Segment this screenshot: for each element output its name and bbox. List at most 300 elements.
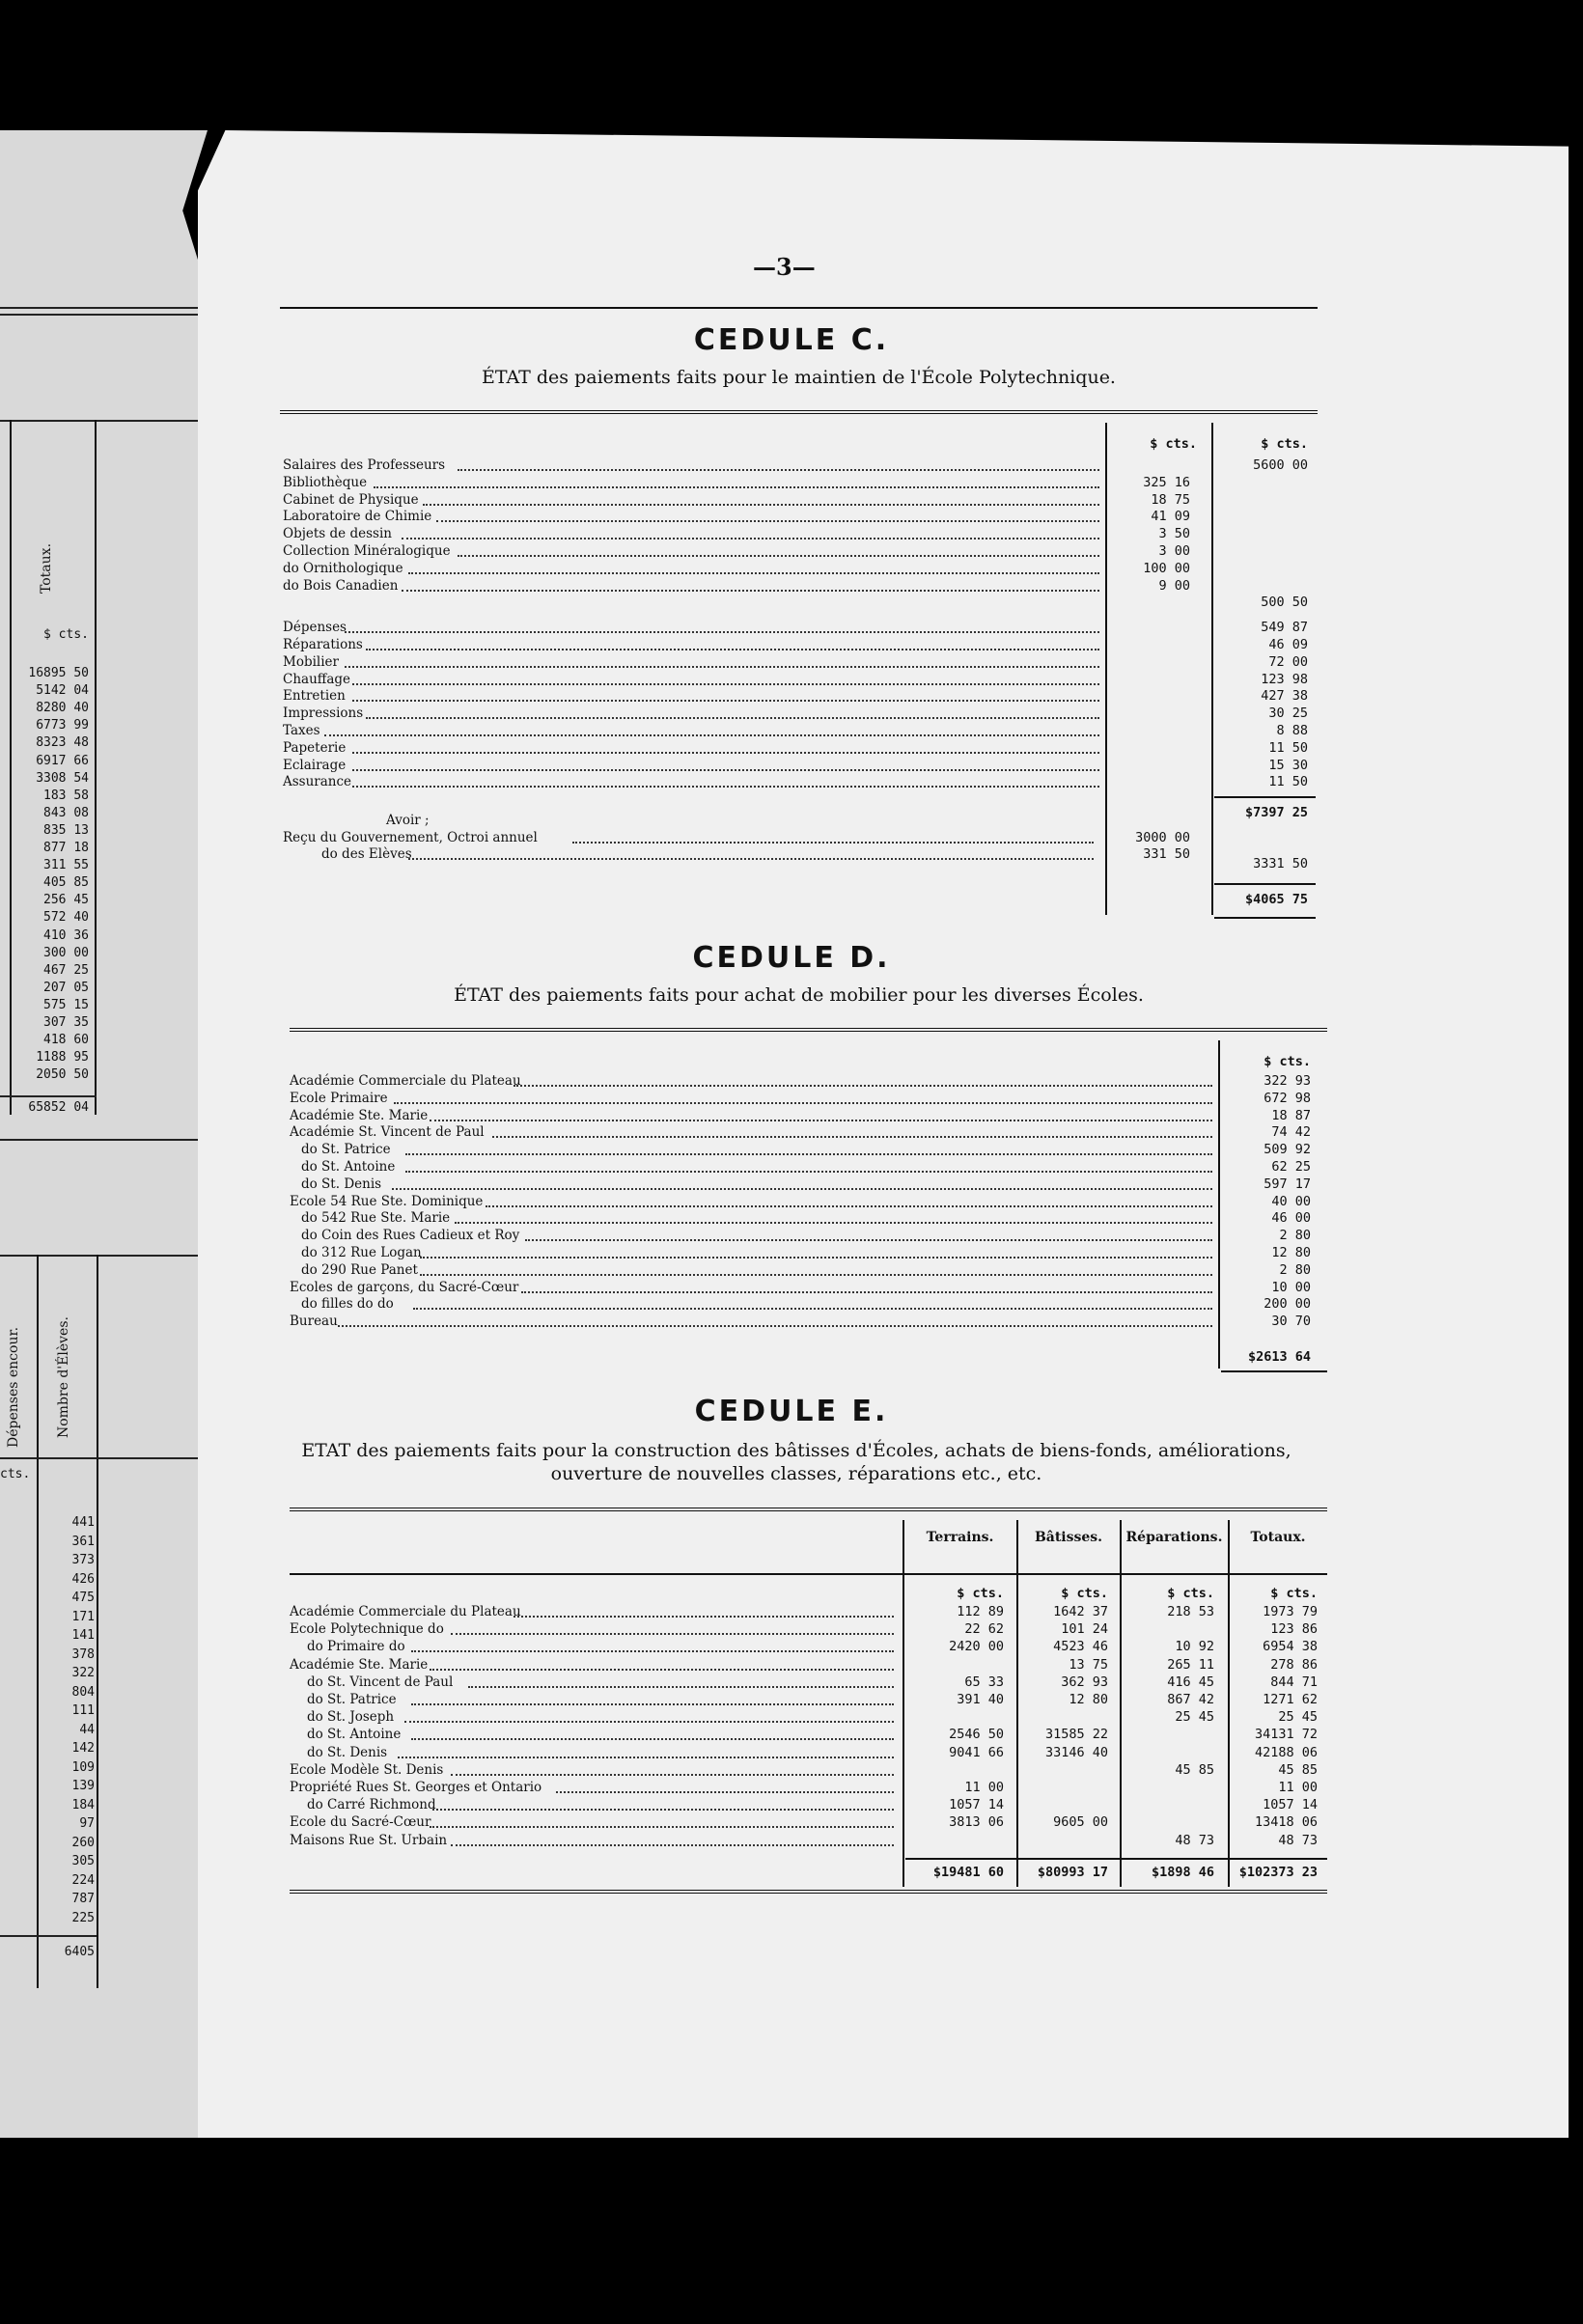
left-amount: 311 55 [43, 858, 89, 873]
amount-b: 13 75 [1069, 1656, 1108, 1673]
cedule-c-row [283, 654, 1316, 671]
cedule-e-row [290, 1762, 1327, 1779]
amount-b: 46 09 [1268, 637, 1308, 652]
row-label: Cabinet de Physique [283, 491, 419, 508]
row-label: do Carré Richmond [307, 1797, 436, 1813]
amount-r: 45 85 [1175, 1761, 1214, 1778]
leader-dots [492, 1124, 1212, 1138]
amount-a: 3 50 [1158, 526, 1190, 542]
cedule-d-row [290, 1159, 1327, 1176]
cedule-c-title: CEDULE C. [693, 323, 890, 357]
leader-dots [432, 1797, 894, 1811]
amount-t: 112 89 [957, 1604, 1004, 1619]
left-amount: 5142 04 [36, 683, 89, 699]
amount-tot: 45 85 [1278, 1761, 1318, 1778]
cedule-e-subtitle-line2: ouverture de nouvelles classes, réparations etc., etc. [550, 1463, 1042, 1484]
cedule-d-row [290, 1176, 1327, 1193]
row-label: do Bois Canadien [283, 577, 399, 594]
subtotal-rule [1214, 796, 1316, 798]
left-page-rule [0, 1457, 203, 1459]
amount-t: 2546 50 [949, 1727, 1004, 1743]
cedule-e-row [290, 1692, 1327, 1708]
cedule-c-row [283, 492, 1316, 509]
amount-a: 325 16 [1143, 474, 1190, 490]
cedule-c-row [283, 672, 1316, 688]
cedule-c-avoir-row [283, 830, 1316, 846]
row-label: do St. Patrice [301, 1142, 391, 1158]
amount: 62 25 [1271, 1159, 1311, 1175]
amount-a: 9 00 [1158, 577, 1190, 594]
left-amount: 3308 54 [36, 770, 89, 786]
cedule-c-row [283, 526, 1316, 542]
cedule-e-head-batisses: Bâtisses. [1034, 1530, 1103, 1545]
left-amount: 207 05 [43, 980, 89, 995]
leader-dots [402, 578, 1099, 592]
cedule-e-head-rule [290, 1573, 1327, 1575]
amount-tot: 11 00 [1278, 1780, 1318, 1795]
leader-dots [451, 1833, 894, 1846]
left-page-column-line [97, 1255, 98, 1988]
row-label: do 312 Rue Logan [301, 1245, 422, 1260]
left-count: 426 [71, 1571, 95, 1587]
row-label: Ecole 54 Rue Ste. Dominique [290, 1193, 484, 1209]
row-label: Salaires des Professeurs [283, 457, 446, 473]
amount: 74 42 [1271, 1124, 1311, 1141]
cedule-e-row [290, 1797, 1327, 1813]
leader-dots [352, 688, 1099, 702]
cedule-e-row [290, 1780, 1327, 1796]
amount-b: 8 88 [1276, 723, 1308, 738]
row-label: do filles do do [301, 1296, 394, 1313]
cedule-c-row [283, 740, 1316, 757]
left-amount: 8280 40 [36, 701, 89, 716]
leader-dots [420, 1262, 1212, 1276]
leader-dots [394, 1091, 1212, 1104]
left-amount: 877 18 [43, 841, 89, 855]
leader-dots [430, 1108, 1212, 1121]
cedule-c-row [283, 706, 1316, 722]
cedule-c-row [283, 758, 1316, 774]
cedule-d-title: CEDULE D. [692, 941, 891, 975]
amount: 2 80 [1279, 1261, 1311, 1278]
left-page-rule [0, 307, 203, 309]
amount-tot: 1057 14 [1263, 1797, 1318, 1813]
leader-dots [411, 1727, 894, 1740]
cedule-d-row [290, 1245, 1327, 1261]
cedule-d-row [290, 1124, 1327, 1141]
cedule-d-row [290, 1142, 1327, 1158]
amount-tot: 25 45 [1278, 1709, 1318, 1726]
amount-tot: 13418 06 [1254, 1814, 1318, 1831]
row-label: do St. Denis [307, 1744, 388, 1760]
cedule-c-row [283, 509, 1316, 525]
left-amount: 467 25 [43, 962, 89, 978]
cedule-e-row [290, 1833, 1327, 1849]
left-amount: 6773 99 [36, 718, 89, 733]
left-heading-depenses: Dépenses encour. [6, 1326, 21, 1448]
leader-dots [556, 1780, 894, 1793]
amount: 30 70 [1271, 1314, 1311, 1330]
cedule-d-row [290, 1073, 1327, 1090]
leader-dots [366, 706, 1099, 719]
leader-dots [345, 654, 1099, 668]
left-amount: 843 08 [43, 805, 89, 820]
cedule-d-row [290, 1262, 1327, 1279]
cedule-e-bottom-rule [290, 1890, 1327, 1894]
amount-r: 867 42 [1167, 1692, 1214, 1707]
cedule-e-unit-totaux: $ cts. [1270, 1586, 1318, 1601]
leader-dots [451, 1762, 894, 1776]
row-label: Ecoles de garçons, du Sacré-Cœur [290, 1279, 519, 1295]
amount-t: 391 40 [957, 1692, 1004, 1707]
left-page-rule [0, 1095, 97, 1097]
amount: 40 00 [1271, 1193, 1311, 1209]
amount-t: 9041 66 [949, 1744, 1004, 1760]
amount-r: 416 45 [1167, 1674, 1214, 1690]
left-count: 373 [71, 1553, 95, 1567]
amount-tot: 123 86 [1270, 1621, 1318, 1638]
row-label: do St. Antoine [307, 1727, 402, 1743]
leader-dots [458, 457, 1099, 471]
cedule-c-avoir-row [283, 846, 1316, 872]
row-label: do St. Vincent de Paul [307, 1674, 454, 1690]
row-label: do St. Denis [301, 1176, 382, 1192]
leader-dots [411, 1692, 894, 1705]
row-label: Académie Commerciale du Plateau [290, 1073, 521, 1089]
amount-tot: 34131 72 [1254, 1727, 1318, 1743]
cedule-c-row [283, 723, 1316, 739]
left-count: 260 [71, 1835, 95, 1850]
cedule-e-unit-batisses: $ cts. [1061, 1586, 1108, 1601]
cedule-e-unit-reparations: $ cts. [1167, 1586, 1214, 1601]
row-label: Assurance [283, 774, 352, 790]
left-count: 111 [71, 1703, 95, 1718]
row-label: do Ornithologique [283, 560, 403, 576]
amount-b: 549 87 [1261, 620, 1308, 636]
leader-dots [402, 526, 1099, 540]
left-page-rule [0, 314, 203, 316]
leader-dots [468, 1674, 894, 1688]
cedule-c-row [283, 637, 1316, 653]
row-label: do des Elèves [321, 846, 412, 862]
left-count: 322 [71, 1666, 95, 1680]
left-count: 787 [71, 1892, 95, 1906]
leader-dots [392, 1176, 1212, 1190]
cedule-c-col1-head: $ cts. [1150, 436, 1197, 452]
leader-dots [430, 1657, 894, 1671]
amount-b: 1642 37 [1053, 1604, 1108, 1619]
left-count: 224 [71, 1872, 95, 1888]
leader-dots [408, 846, 1094, 860]
left-count: 139 [71, 1779, 95, 1793]
left-amount: 1188 95 [36, 1050, 89, 1065]
row-label: Reçu du Gouvernement, Octroi annuel [283, 830, 538, 845]
left-count: 441 [71, 1515, 95, 1530]
cedule-d-subtitle: ÉTAT des paiements faits pour achat de mobilier pour les diverses Écoles. [454, 984, 1144, 1006]
cedule-d-row [290, 1280, 1327, 1296]
amount-b: 12 80 [1069, 1692, 1108, 1707]
row-label: Académie Commerciale du Plateau [290, 1604, 521, 1619]
cedule-e-unit-terrains: $ cts. [957, 1586, 1004, 1601]
leader-dots [451, 1621, 894, 1635]
cedule-e-head-terrains: Terrains. [926, 1530, 994, 1545]
amount: 672 98 [1264, 1090, 1311, 1106]
leader-dots [352, 740, 1099, 754]
row-label: do Primaire do [307, 1639, 405, 1655]
cedule-e-top-rule [290, 1508, 1327, 1511]
left-count: 142 [71, 1741, 95, 1756]
left-count: 225 [71, 1910, 95, 1925]
row-label: do St. Antoine [301, 1159, 396, 1175]
row-label: Eclairage [283, 757, 347, 773]
leader-dots [405, 1142, 1212, 1155]
cedule-e-row [290, 1621, 1327, 1638]
leader-dots [366, 637, 1099, 650]
cedule-e-row [290, 1814, 1327, 1831]
amount-b: 362 93 [1061, 1674, 1108, 1690]
balance-underline [1214, 917, 1316, 919]
left-amount: 307 35 [43, 1015, 89, 1030]
cedule-c-subtotal: $7397 25 [1244, 805, 1308, 820]
cedule-c-row [283, 620, 1316, 636]
left-amount-total: 65852 04 [28, 1100, 89, 1115]
cedule-e-total-terrains: $19481 60 [932, 1865, 1004, 1880]
leader-dots [352, 774, 1099, 788]
amount-a: 41 09 [1151, 509, 1190, 525]
cedule-d-row [290, 1194, 1327, 1210]
left-heading-totaux: Totaux. [39, 542, 54, 594]
cedule-c-subtitle: ÉTAT des paiements faits pour le maintien de l'École Polytechnique. [482, 367, 1116, 388]
leader-dots [514, 1073, 1212, 1087]
cedule-c-balance: $4065 75 [1244, 892, 1308, 907]
amount-b: 33146 40 [1044, 1744, 1108, 1760]
amount-b: 31585 22 [1044, 1727, 1108, 1743]
amount-b: 30 25 [1268, 706, 1308, 722]
left-count: 109 [71, 1759, 95, 1775]
left-amount: 183 58 [43, 788, 89, 803]
left-page-rule [0, 420, 203, 422]
row-label: Académie Ste. Marie [290, 1656, 429, 1673]
amount: 597 17 [1264, 1176, 1311, 1192]
amount-b: 9605 00 [1053, 1814, 1108, 1831]
amount: 509 92 [1264, 1142, 1311, 1158]
left-page-rule [0, 1139, 203, 1141]
cedule-d-total-rule [1221, 1370, 1327, 1372]
amount-tot: 1973 79 [1263, 1604, 1318, 1619]
cedule-d-top-rule [290, 1028, 1327, 1032]
leader-dots [436, 509, 1099, 522]
amount: 200 00 [1264, 1296, 1311, 1313]
page-number: —3— [753, 253, 816, 281]
cedule-e-subtitle-line1: ETAT des paiements faits pour la construction des bâtisses d'Écoles, achats de biens-fonds, améliorations, [301, 1440, 1291, 1461]
row-label: Mobilier [283, 653, 339, 670]
left-heading-nombre: Nombre d'Élèves. [56, 1316, 71, 1438]
amount-a: 331 50 [1143, 846, 1190, 862]
cedule-c-row [283, 774, 1316, 790]
cedule-e-total-reparations: $1898 46 [1151, 1865, 1214, 1880]
left-count: 141 [71, 1628, 95, 1643]
row-label: Laboratoire de Chimie [283, 509, 432, 525]
left-count: 44 [79, 1722, 95, 1737]
row-label: do 542 Rue Ste. Marie [301, 1210, 451, 1227]
leader-dots [458, 543, 1099, 557]
row-label: Bureau [290, 1314, 338, 1330]
amount-t: 3813 06 [949, 1814, 1004, 1831]
leader-dots [430, 1814, 894, 1828]
cedule-e-row [290, 1674, 1327, 1691]
left-amount: 300 00 [43, 945, 89, 960]
left-count: 475 [71, 1591, 95, 1605]
cedule-e-row [290, 1604, 1327, 1620]
cedule-d-row [290, 1296, 1327, 1313]
row-label: Propriété Rues St. Georges et Ontario [290, 1780, 542, 1795]
amount-tot: 48 73 [1278, 1832, 1318, 1848]
left-count: 305 [71, 1854, 95, 1868]
leader-dots [352, 672, 1099, 685]
left-cts-label: $ cts. [43, 627, 89, 642]
amount-t: 1057 14 [949, 1797, 1004, 1813]
cedule-d-row [290, 1314, 1327, 1330]
left-amount: 16895 50 [28, 666, 89, 680]
cedule-c-row [283, 543, 1316, 560]
leader-dots [420, 1245, 1212, 1259]
amount-tot: 278 86 [1270, 1656, 1318, 1673]
amount: 18 87 [1271, 1107, 1311, 1123]
row-label: Académie St. Vincent de Paul [290, 1124, 485, 1141]
row-label: Taxes [283, 723, 320, 738]
left-count: 171 [71, 1609, 95, 1624]
amount-b: 500 50 [1261, 595, 1308, 611]
amount-r: 48 73 [1175, 1832, 1214, 1848]
leader-dots [398, 1745, 894, 1758]
cedule-d-col-head: $ cts. [1264, 1054, 1311, 1069]
amount-r: 265 11 [1167, 1656, 1214, 1673]
leader-dots [572, 830, 1094, 844]
amount: 46 00 [1271, 1210, 1311, 1227]
cedule-d-row [290, 1228, 1327, 1244]
cedule-e-row [290, 1727, 1327, 1743]
cedule-e-total-totaux: $102373 23 [1238, 1865, 1318, 1880]
amount: 2 80 [1279, 1228, 1311, 1244]
cedule-e-row [290, 1745, 1327, 1761]
left-amount: 410 36 [43, 927, 89, 943]
amount-tot: 42188 06 [1254, 1744, 1318, 1760]
cedule-c-row [283, 475, 1316, 491]
cedule-d-row [290, 1091, 1327, 1107]
row-label: Objets de dessin [283, 526, 392, 542]
cedule-d-row [290, 1210, 1327, 1227]
amount-t: 22 62 [964, 1621, 1004, 1638]
row-label: Entretien [283, 688, 346, 705]
cedule-e-total-rule [905, 1858, 1327, 1860]
leader-dots [408, 561, 1099, 574]
leader-dots [345, 620, 1099, 633]
amount-r: 218 53 [1167, 1604, 1214, 1619]
amount: 12 80 [1271, 1245, 1311, 1260]
amount-r: 10 92 [1175, 1639, 1214, 1655]
leader-dots [486, 1194, 1212, 1207]
amount-b: 3331 50 [1253, 856, 1308, 872]
row-label: Académie Ste. Marie [290, 1107, 429, 1123]
left-cts-label: cts. [0, 1467, 31, 1481]
row-label: Réparations [283, 637, 363, 652]
leader-dots [405, 1159, 1212, 1173]
left-amount: 2050 50 [36, 1067, 89, 1083]
cedule-c-row [283, 688, 1316, 705]
leader-dots [374, 475, 1099, 488]
left-count: 184 [71, 1797, 95, 1812]
amount-b: 4523 46 [1053, 1639, 1108, 1655]
left-page-rule [0, 1935, 97, 1937]
amount-tot: 6954 38 [1263, 1639, 1318, 1655]
left-amount: 835 13 [43, 822, 89, 838]
row-label: Ecole Polytechnique do [290, 1621, 444, 1638]
leader-dots [352, 758, 1099, 771]
left-count: 378 [71, 1646, 95, 1662]
amount-tot: 844 71 [1270, 1674, 1318, 1690]
left-amount: 6917 66 [36, 753, 89, 768]
cedule-e-title: CEDULE E. [694, 1395, 889, 1428]
left-page-fragment [0, 130, 208, 2138]
amount-b: 101 24 [1061, 1621, 1108, 1638]
left-count-total: 6405 [64, 1945, 95, 1959]
amount-t: 11 00 [964, 1780, 1004, 1795]
row-label: do 290 Rue Panet [301, 1261, 418, 1278]
row-label: do Coin des Rues Cadieux et Roy [301, 1228, 520, 1244]
cedule-e-row [290, 1657, 1327, 1674]
amount-b: 11 50 [1268, 739, 1308, 756]
amount-a: 3000 00 [1135, 830, 1190, 845]
left-count: 804 [71, 1684, 95, 1700]
row-label: Papeterie [283, 739, 347, 756]
amount-a: 18 75 [1151, 491, 1190, 508]
amount-b: 15 30 [1268, 757, 1308, 773]
leader-dots [423, 492, 1099, 506]
cedule-c-row [283, 578, 1316, 595]
row-label: Ecole Modèle St. Denis [290, 1761, 444, 1778]
amount-b: 123 98 [1261, 671, 1308, 687]
amount-t: 2420 00 [949, 1639, 1004, 1655]
left-amount: 575 15 [43, 997, 89, 1012]
cedule-e-head-reparations: Réparations. [1125, 1530, 1223, 1545]
balance-rule [1214, 883, 1316, 885]
left-count: 361 [71, 1534, 95, 1549]
left-amount: 8323 48 [36, 735, 89, 751]
row-label: Ecole Primaire [290, 1090, 388, 1106]
amount-r: 25 45 [1175, 1709, 1214, 1726]
row-label: Impressions [283, 706, 364, 722]
amount-b: 5600 00 [1253, 457, 1308, 473]
row-label: Chauffage [283, 671, 351, 687]
row-label: Bibliothèque [283, 474, 368, 490]
leader-dots [521, 1280, 1212, 1293]
amount-t: 65 33 [964, 1674, 1004, 1690]
cedule-c-row [283, 457, 1316, 474]
row-label: Collection Minéralogique [283, 543, 451, 559]
cedule-e-head-totaux: Totaux. [1250, 1530, 1306, 1545]
leader-dots [404, 1709, 894, 1723]
leader-dots [514, 1604, 894, 1618]
amount-a: 100 00 [1143, 560, 1190, 576]
amount: 10 00 [1271, 1279, 1311, 1295]
leader-dots [338, 1314, 1212, 1327]
left-page-rule [0, 1255, 203, 1257]
left-page-column-line [95, 420, 97, 1115]
amount-b: 11 50 [1268, 774, 1308, 790]
cedule-d-total: $2613 64 [1247, 1349, 1311, 1365]
leader-dots [525, 1228, 1212, 1241]
left-amount: 256 45 [43, 893, 89, 908]
